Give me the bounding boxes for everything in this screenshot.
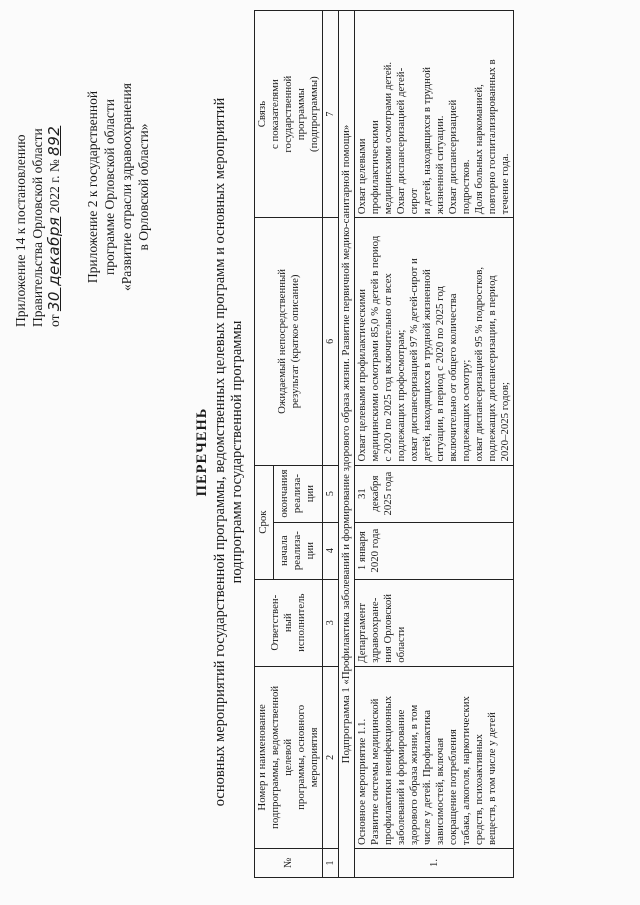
handwritten-date: 30 декабря [45, 216, 63, 312]
document-subtitle-line2: подпрограмм государственной программы [229, 320, 245, 584]
header-result: Ожидаемый непосредственный результат (краткое описание) [255, 218, 323, 465]
measure-executor: Департамент здравоохране- ния Орловской области [355, 579, 514, 666]
column-number-row [323, 11, 339, 878]
handwritten-number: 892 [45, 125, 63, 156]
document-title: ПЕРЕЧЕНЬ [194, 407, 210, 497]
subprogram-title: Подпрограмма 1 «Профилактика заболеваний и формирование здорового образа жизни. Развитие первичной медико-санитарной помощи» [339, 11, 355, 878]
header-name: Номер и наименование подпрограммы, ведомственной целевой программы, основного мероприятия [255, 666, 323, 848]
measure-end: 31 декабря 2025 года [355, 465, 514, 522]
col-number-2: 2 [323, 666, 339, 848]
appendix-14-line2: Правительства Орловской области [30, 128, 45, 327]
header-end: окончания реализа- ции [273, 465, 322, 522]
appendix-2-line4: в Орловской области» [136, 123, 151, 251]
appendix-2-line1: Приложение 2 к государственной [85, 90, 100, 284]
header-term: Срок [255, 465, 274, 579]
subprogram-row [339, 11, 355, 878]
document-subtitle-line1: основных мероприятий государственной программы, ведомственных целевых программ и основных мероприятий [212, 97, 228, 807]
measures-table [254, 10, 514, 878]
measure-begin: 1 января 2020 года [355, 522, 514, 579]
col-number-3: 3 [323, 579, 339, 666]
col-number-4: 4 [323, 522, 339, 579]
header-executor: Ответствен- ный исполнитель [255, 579, 323, 666]
measure-indicator-link: Охват целевыми профилактическими медицинскими осмотрами детей. Охват диспансеризацией детей- сирот и детей, находящихся в трудной жизненной ситуации. Охват диспансеризацией подростков. Доля больных наркоманией, повторно госпитализированных в течение года. [355, 11, 514, 218]
table-row [355, 11, 514, 878]
header-no: № [255, 848, 323, 877]
table-header-row [255, 11, 274, 878]
row-number: 1. [355, 848, 514, 877]
header-begin: начала реализа- ции [273, 522, 322, 579]
appendix-14-line1: Приложение 14 к постановлению [13, 134, 28, 327]
appendix-2-line2: программе Орловской области [102, 99, 117, 275]
col-number-7: 7 [323, 11, 339, 218]
measure-result: Охват целевыми профилактическими медицинскими осмотрами 85,0 % детей в период с 2020 по 2025 год включительно от всех подлежащих профосмотрам; охват диспансеризацией 97 % детей-сирот и детей, находящихся в трудной жизненной ситуации, в период с 2020 по 2025 год включительно от общего количества подлежащих осмотру; охват диспансеризацией 95 % подростков, подлежащих диспансеризации, в период 2020–2025 годов; [355, 218, 514, 465]
appendix-14-year: 2022 г. № [47, 159, 62, 214]
header-link: Связь с показателями государственной программы (подпрограммы) [255, 11, 323, 218]
rotated-document [8, 12, 628, 892]
appendix-2-block [84, 42, 152, 332]
appendix-14-line3 [46, 27, 63, 327]
appendix-14-from: от [47, 314, 62, 327]
appendix-14-block [12, 27, 63, 327]
col-number-6: 6 [323, 218, 339, 465]
col-number-1: 1 [323, 848, 339, 877]
col-number-5: 5 [323, 465, 339, 522]
appendix-2-line3: «Развитие отрасли здравоохранения [119, 83, 134, 291]
measure-name: Основное мероприятие 1.1. Развитие системы медицинской профилактики неинфекционных заболеваний и формирование здорового образа жизни, в том числе у детей. Профилактика зависимостей, включая сокращение потребления табака, алкоголя, наркотических средств, психоактивных веществ, в том числе у детей [355, 666, 514, 848]
